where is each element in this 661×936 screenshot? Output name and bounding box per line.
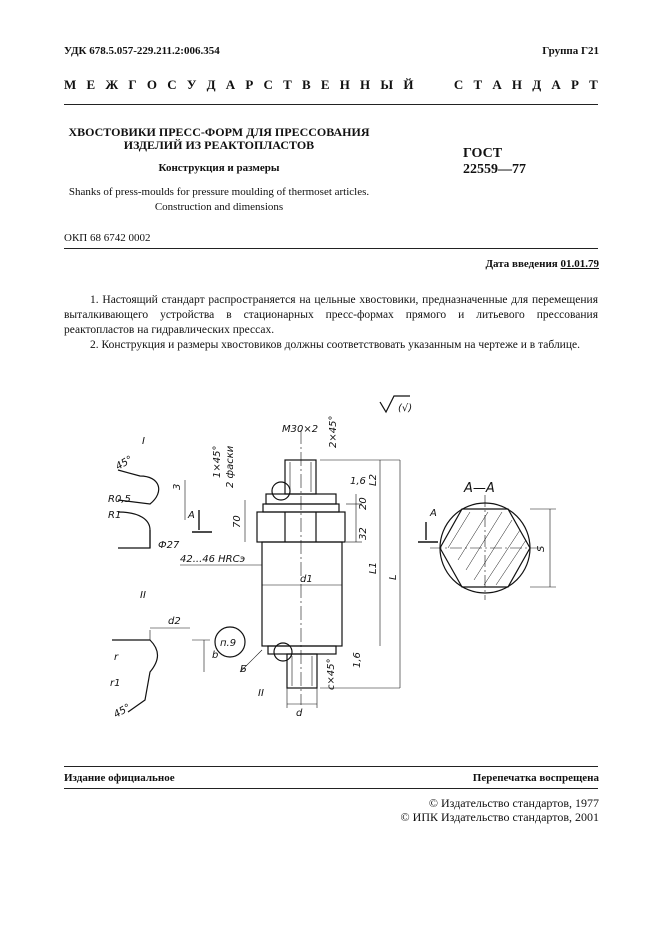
banner-letter: А	[492, 77, 502, 92]
paragraph-1: 1. Настоящий стандарт распространяется на цельные хвостовики, предназначенные для перемещения выталкивающего устройства в стационарных пресс-формах прямого и литьевого прессования реактопластов на гидравлических прессах.	[64, 294, 598, 336]
banner-letter: С	[453, 77, 464, 92]
c45-label: c×45°	[326, 658, 337, 690]
banner-letter: Й	[403, 77, 414, 92]
dim-1-6-bottom: 1,6	[352, 652, 363, 668]
dim-32-label: 32	[358, 527, 369, 540]
banner-letter: Д	[532, 77, 542, 92]
english-title: Shanks of press-moulds for pressure moulding of thermoset articles. Construction and dimensions	[68, 186, 370, 213]
roughness-symbol-text: (√)	[398, 403, 413, 414]
okp-code: ОКП 68 6742 0002	[64, 232, 151, 244]
copyright-2001: © ИПК Издательство стандартов, 2001	[400, 810, 599, 824]
dim-1-6-top: 1,6	[350, 476, 366, 487]
L1-label: L1	[368, 562, 379, 574]
view-II-marker: II	[258, 688, 264, 699]
L-label: L	[388, 574, 399, 580]
dim-20-label: 20	[358, 497, 369, 510]
banner-letter: О	[146, 77, 158, 92]
banner-letter: Г	[128, 77, 137, 92]
footer-rule	[64, 766, 598, 767]
bottom-thread	[287, 654, 317, 688]
chamfer-label: 2×45°	[328, 415, 339, 448]
copyright-1977: © Издательство стандартов, 1977	[428, 796, 599, 810]
banner-letter: Н	[339, 77, 350, 92]
banner-letter: М	[64, 77, 77, 92]
detail-II-profile	[112, 640, 158, 712]
document-subtitle: Конструкция и размеры	[158, 162, 280, 174]
banner-letter: Ы	[380, 77, 394, 92]
document-title: ХВОСТОВИКИ ПРЕСС-ФОРМ ДЛЯ ПРЕССОВАНИЯ ИЗДЕЛИЙ ИЗ РЕАКТОПЛАСТОВ	[68, 125, 370, 152]
d1-label: d1	[300, 574, 313, 585]
banner-letter: Е	[86, 77, 96, 92]
official-edition: Издание официальное	[64, 772, 175, 784]
note-9-label: п.9	[220, 638, 237, 649]
detail-I-lower	[118, 512, 150, 548]
hardness-label: 42...46 HRCэ	[180, 554, 246, 565]
L2-label: L2	[368, 474, 379, 486]
banner-letter: Т	[589, 77, 598, 92]
effective-date: Дата введения 01.01.79	[485, 258, 599, 270]
section-A-arrow-left: А	[188, 510, 195, 521]
banner-letter: А	[225, 77, 236, 92]
neck	[268, 646, 336, 654]
angle-45-ii-label: 45°	[112, 702, 133, 721]
d2-label: d2	[168, 616, 181, 627]
banner-letter: Р	[571, 77, 579, 92]
view-II-label: II	[140, 590, 146, 601]
body-cylinder	[262, 542, 342, 646]
gost-number: ГОСТ 22559—77	[463, 146, 526, 177]
banner-letter: С	[167, 77, 177, 92]
banner-letter: Т	[283, 77, 292, 92]
phi27-label: Ф27	[158, 540, 180, 551]
d-label: d	[296, 708, 303, 719]
r1s-label: r1	[110, 678, 121, 689]
section-AA-label: А—А	[464, 481, 495, 496]
banner-letter: Т	[473, 77, 483, 92]
S-label: S	[536, 545, 547, 552]
banner-letter: Ж	[105, 77, 119, 92]
section-A-arrow-right: А	[430, 508, 437, 519]
footer-rule-2	[64, 788, 598, 789]
thread-label: М30×2	[282, 424, 319, 435]
banner-letter: А	[551, 77, 561, 92]
paragraph-2: 2. Конструкция и размеры хвостовиков должны соответствовать указанным на чертеже и в таблице.	[90, 339, 580, 351]
angle-45-label: 45°	[114, 454, 135, 473]
view-I-label: I	[142, 436, 145, 447]
banner-letter: Е	[320, 77, 330, 92]
banner-letter: Д	[206, 77, 216, 92]
udk-code: УДК 678.5.057-229.211.2:006.354	[64, 45, 220, 57]
r05-label: R0,5	[108, 494, 131, 505]
group-code: Группа Г21	[542, 45, 599, 57]
dim-70-label: 70	[232, 515, 243, 528]
r-label: r	[114, 652, 119, 663]
banner-letter: Р	[245, 77, 254, 92]
r1-label: R1	[108, 510, 122, 521]
reprint-prohibited: Перепечатка воспрещена	[472, 772, 599, 784]
banner-letter: У	[186, 77, 197, 92]
chamfer-1x45-label: 1×45°	[212, 445, 223, 478]
b-label: b	[212, 650, 219, 661]
banner-letter: Н	[360, 77, 371, 92]
dim-3-label: 3	[172, 483, 183, 490]
two-chamfers-label: 2 фаски	[225, 445, 236, 488]
banner-letter: В	[301, 77, 311, 92]
B-label: Б	[240, 664, 247, 675]
banner-letter: Н	[511, 77, 523, 92]
banner-letter: С	[263, 77, 273, 92]
detail-circle-I	[272, 482, 290, 500]
